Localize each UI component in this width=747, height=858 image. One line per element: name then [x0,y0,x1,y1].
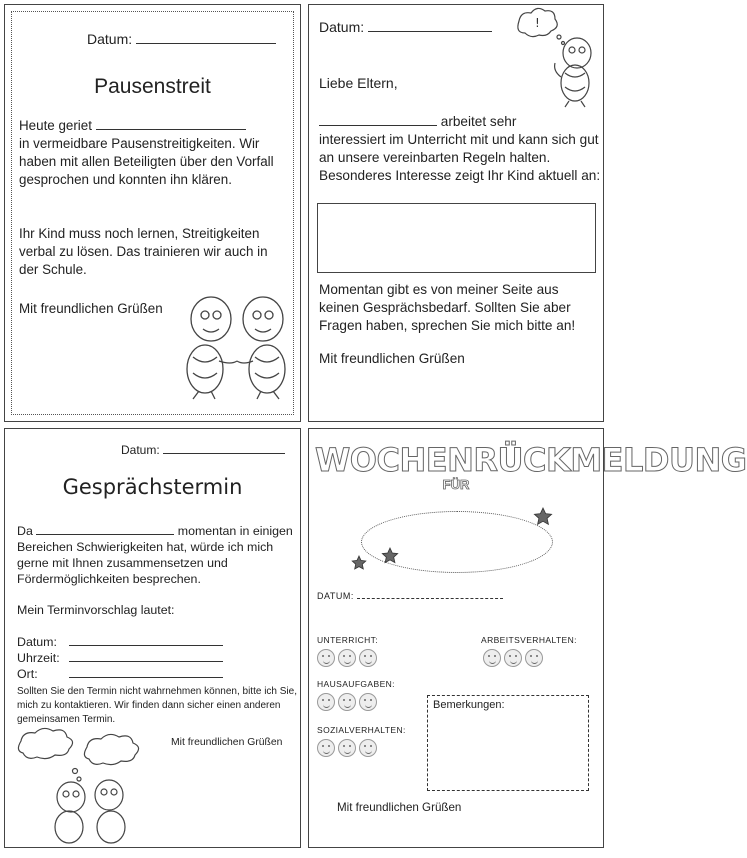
body-text-b: momentan in einigen [177,524,293,538]
body-text-b: in vermeidbare Pausenstreitigkeiten. Wir haben mit allen Beteiligten über den Vorfall gesprochen und konnten ihn klären. [19,136,274,187]
smiley-icon[interactable] [483,649,501,667]
cancel-note: Sollten Sie den Termin nicht wahrnehmen können, bitte ich Sie, mich zu kontaktieren. Wir finden dann sicher einen anderen gemeinsamen Termin. [17,686,297,725]
date-line[interactable] [163,453,285,454]
card-eltern-info [308,4,604,422]
name-line[interactable] [96,129,246,130]
smiley-icon[interactable] [359,693,377,711]
date-row [319,19,492,35]
smiley-icon[interactable] [504,649,522,667]
date-label: Datum: [319,19,365,35]
smiley-icon[interactable] [317,739,335,757]
date-label: Datum: [121,443,160,457]
body-paragraph-1 [19,117,287,189]
greeting: Mit freundlichen Grüßen [171,737,283,748]
date-line[interactable] [368,31,492,32]
smiley-icon[interactable] [317,693,335,711]
field-label: Datum: [17,635,57,649]
star-icon [533,507,553,527]
turtle-thinking-illustration [515,7,599,109]
body-text-a: Da [17,524,33,538]
greeting: Mit freundlichen Grüßen [337,801,462,814]
label-sozialverhalten: SOZIALVERHALTEN: [317,725,406,735]
name-line[interactable] [36,534,174,535]
field-ort [17,667,227,681]
date-row [87,31,276,47]
smiley-icon[interactable] [338,693,356,711]
turtles-cloud-illustration [13,725,173,845]
bubble-exclamation: ! [535,16,540,30]
body-text-a: arbeitet sehr [440,114,517,129]
smiley-icon[interactable] [525,649,543,667]
card-title: Pausenstreit [94,75,211,98]
card-pausenstreit [4,4,301,422]
star-icon [381,547,399,565]
field-uhrzeit [17,651,227,665]
name-line[interactable] [319,125,437,126]
interest-box[interactable] [317,203,596,273]
rating-arbeitsverhalten [483,649,543,667]
field-line[interactable] [69,661,223,662]
rating-hausaufgaben [317,693,377,711]
star-icon [351,555,367,571]
field-line[interactable] [69,677,223,678]
field-label: Uhrzeit: [17,651,60,665]
rating-sozialverhalten [317,739,377,757]
turtles-handshake-illustration [181,287,293,402]
greeting: Mit freundlichen Grüßen [319,351,465,366]
smiley-icon[interactable] [359,739,377,757]
proposal-label: Mein Terminvorschlag lautet: [17,603,175,617]
card-title: WOCHENRÜCKMELDUNG [315,441,747,479]
body-paragraph-1 [319,113,603,185]
smiley-icon[interactable] [317,649,335,667]
card-subtitle: FÜR [442,477,470,492]
rating-unterricht [317,649,377,667]
body-paragraph-2: Momentan gibt es von meiner Seite aus keinen Gesprächsbedarf. Sollten Sie aber Fragen haben, sprechen Sie mich bitte an! [319,282,576,333]
date-label: DATUM: [317,591,354,601]
label-arbeitsverhalten: ARBEITSVERHALTEN: [481,635,577,645]
date-line[interactable] [357,598,503,599]
field-label: Ort: [17,667,38,681]
body-paragraph [17,523,299,587]
date-line[interactable] [136,43,276,44]
label-unterricht: UNTERRICHT: [317,635,379,645]
body-paragraph-2: Ihr Kind muss noch lernen, Streitigkeiten verbal zu lösen. Das trainieren wir auch in der Schule. [19,226,268,277]
field-datum [17,635,227,649]
card-gespraechstermin [4,428,301,848]
notes-label: Bemerkungen: [433,699,505,711]
body-text-a: Heute geriet [19,118,92,133]
card-wochenrueckmeldung [308,428,747,848]
date-row [317,591,503,601]
card-title: Gesprächstermin [62,475,243,499]
field-line[interactable] [69,645,223,646]
salutation: Liebe Eltern, [319,75,398,91]
body-text-c: Bereichen Schwierigkeiten hat, würde ich mich gerne mit Ihnen zusammensetzen und Fördermöglichkeiten besprechen. [17,540,274,586]
body-text-b: interessiert im Unterricht mit und kann sich gut an unsere vereinbarten Regeln halten. Besonderes Interesse zeigt Ihr Kind aktuell an: [319,132,601,183]
date-label: Datum: [87,31,133,47]
label-hausaufgaben: HAUSAUFGABEN: [317,679,395,689]
greeting: Mit freundlichen Grüßen [19,301,163,316]
smiley-icon[interactable] [359,649,377,667]
smiley-icon[interactable] [338,739,356,757]
smiley-icon[interactable] [338,649,356,667]
date-row [121,443,285,457]
